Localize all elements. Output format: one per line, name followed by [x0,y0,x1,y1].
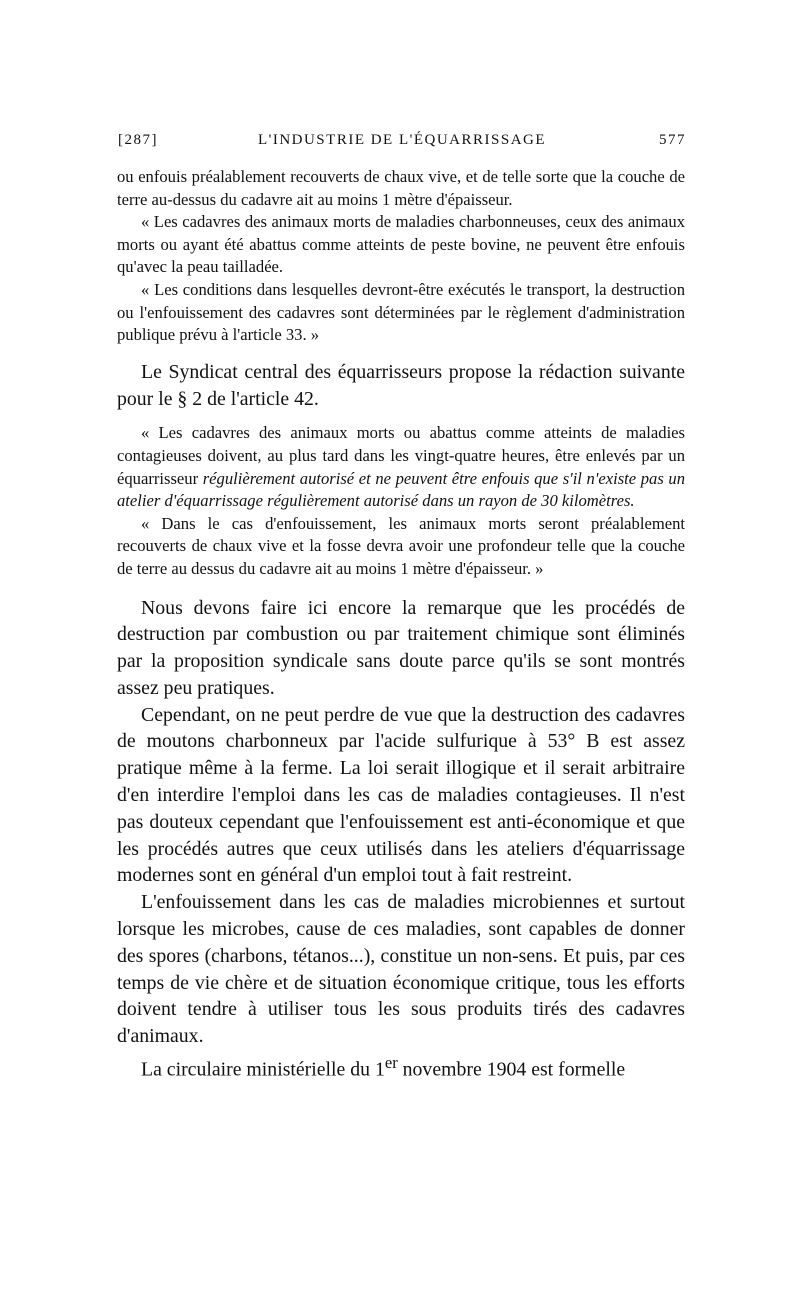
main-paragraph-1: Nous devons faire ici encore la remarque que les procédés de destruction par combustion ou par traitement chimique sont éliminés par la proposition syndicale sans doute parce qu'ils se sont montrés assez peu pratiques. [117,596,685,699]
main-paragraph-2: Cependant, on ne peut perdre de vue que la destruction des cadavres de moutons charbonneux par l'acide sulfurique à 53° B est assez pratique même à la ferme. La loi serait illogique et il serait arbitraire d'en interdire l'emploi dans les cas de maladies contagieuses. Il n'est pas douteux cependant que l'enfouissement est anti-économique et que les procédés autres que ceux utilisés dans les ateliers d'équarrissage modernes sont en général d'un emploi tout à fait restreint. [117,703,685,887]
quote2-roman-part: « Les cadavres des animaux morts ou abattus comme atteints de maladies contagieuses doivent, au plus tard dans les vingt-quatre heures, être enlevés par un équarrisseur [117,423,685,488]
page-number-bracketed: [287] [118,132,158,148]
syndicat-paragraph: Le Syndicat central des équarrisseurs propose la rédaction suivante pour le § 2 de l'article 42. [117,360,685,410]
page-number: 577 [659,132,686,148]
quote2-italic-part: régulièrement autorisé et ne peuvent être enfouis que s'il n'existe pas un atelier d'équarrissage régulièrement autorisé dans un rayon de 30 kilomètres. [117,468,685,511]
circulaire-text-start: La circulaire ministérielle du 1 [141,1058,385,1081]
circulaire-text-end: novembre 1904 est formelle [397,1058,626,1081]
running-header [118,132,686,156]
superscript-er: er [384,1053,398,1073]
quote1-paragraph-2: « Les cadavres des animaux morts de maladies charbonneuses, ceux des animaux morts ou ayant été abattus comme atteints de peste bovine, ne peuvent être enfouis qu'avec la peau tailladée. [117,212,685,277]
running-title: L'INDUSTRIE DE L'ÉQUARRISSAGE [257,132,547,148]
quote2-paragraph-2: « Dans le cas d'enfouissement, les animaux morts seront préalablement recouverts de chaux vive et la fosse devra avoir une profondeur telle que la couche de terre au dessus du cadavre ait au moins 1 mètre d'épaisseur. » [117,513,685,578]
main-text [117,595,685,1084]
quote1-paragraph-1: ou enfouis préalablement recouverts de chaux vive, et de telle sorte que la couche de terre au-dessus du cadavre ait au moins 1 mètre d'épaisseur. [117,167,685,209]
main-paragraph-4 [117,1050,685,1083]
quote1-paragraph-3: « Les conditions dans lesquelles devront-être exécutés le transport, la destruction ou l'enfouissement des cadavres sont déterminées par le règlement d'administration publique prévu à l'article 33. » [117,279,685,345]
proposed-text [117,422,685,580]
syndicat-statement [117,359,685,413]
main-paragraph-3: L'enfouissement dans les cas de maladies microbiennes et surtout lorsque les microbes, cause de ces maladies, sont capables de donner des spores (charbons, tétanos...), constitue un non-sens. Et puis, par ces temps de vie chère et de situation économique critique, tous les efforts doivent tendre à utiliser tous les sous produits tirés des cadavres d'animaux. [117,891,685,1048]
quote2-paragraph-1 [117,422,685,512]
page-body [117,166,685,1083]
quoted-law-text [117,166,685,347]
